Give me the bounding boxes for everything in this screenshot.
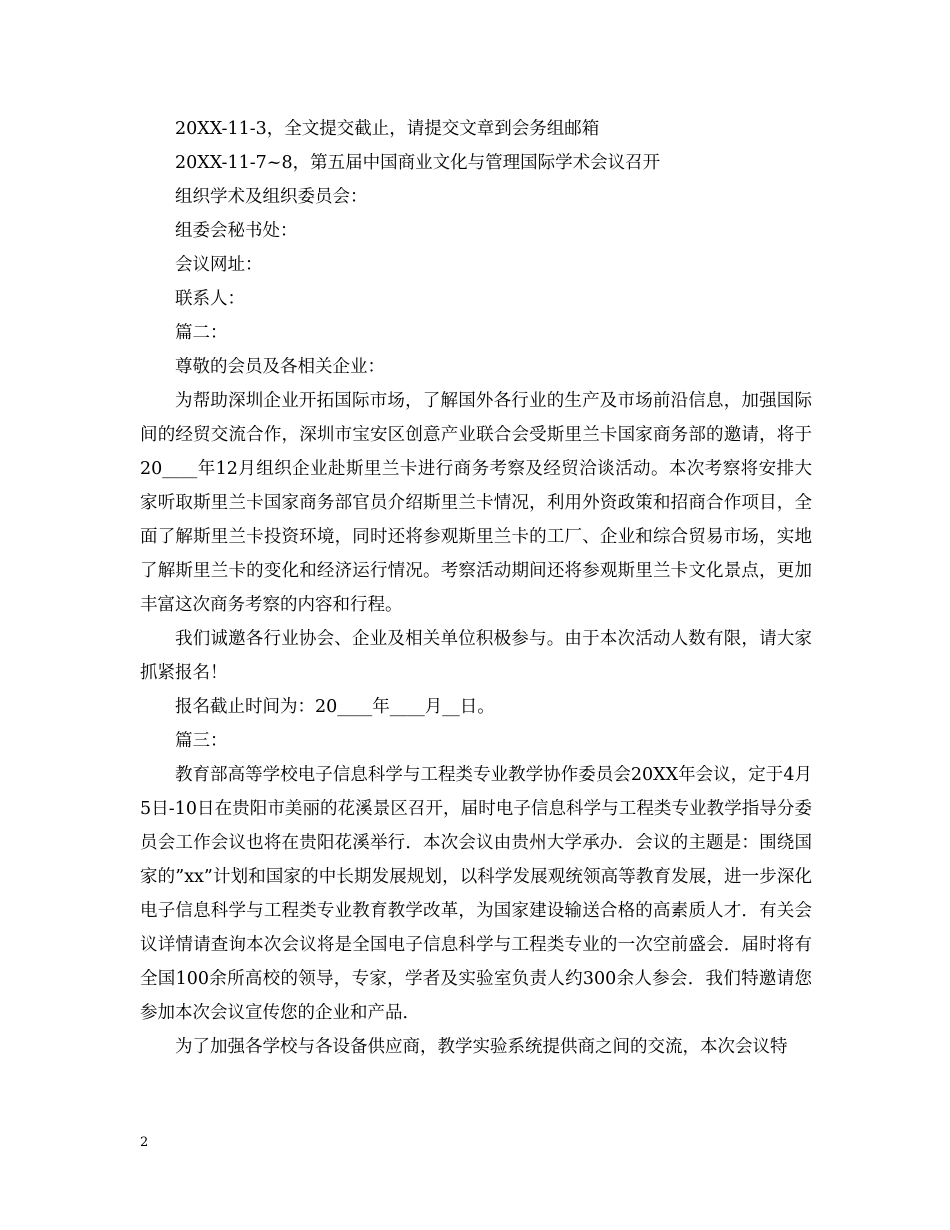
paragraph-exchange: 为了加强各学校与各设备供应商，教学实验系统提供商之间的交流，本次会议特	[175, 1037, 788, 1057]
section-heading-three: 篇三：	[175, 731, 228, 751]
paragraph-ministry-meeting: 教育部高等学校电子信息科学与工程类专业教学协作委员会20XX年会议，定于4月5日-10日在贵阳市美丽的花溪景区召开，届时电子信息科学与工程类专业教学指导分委员会工作会议也将在贵阳花溪举行．本次会议由贵州大学承办．会议的主题是：围绕国家的”xx”计划和国家的中长期发展规划，以科学发展观统领高等教育发展，进一步深化电子信息科学与工程类专业教育教学改革，为国家建设输送合格的高素质人才．有关会议详情请查询本次会议将是全国电子信息科学与工程类专业的一次空前盛会．届时将有全国100余所高校的领导，专家，学者及实验室负责人约300余人参会．我们特邀请您参加本次会议宣传您的企业和产品．	[140, 765, 812, 1023]
section-heading-two: 篇二：	[175, 323, 228, 343]
paragraph-salutation: 尊敬的会员及各相关企业：	[175, 357, 385, 377]
paragraph-organizing-committee: 组织学术及组织委员会：	[175, 187, 368, 207]
paragraph-secretariat: 组委会秘书处：	[175, 221, 298, 241]
paragraph-contact: 联系人：	[175, 289, 245, 309]
paragraph-invitation: 我们诚邀各行业协会、企业及相关单位积极参与。由于本次活动人数有限，请大家抓紧报名！	[140, 629, 812, 683]
paragraph-sri-lanka-trip: 为帮助深圳企业开拓国际市场，了解国外各行业的生产及市场前沿信息，加强国际间的经贸交流合作，深圳市宝安区创意产业联合会受斯里兰卡国家商务部的邀请，将于20____年12月组织企业赴斯里兰卡进行商务考察及经贸洽谈活动。本次考察将安排大家听取斯里兰卡国家商务部官员介绍斯里兰卡情况，利用外资政策和招商合作项目，全面了解斯里兰卡投资环境，同时还将参观斯里兰卡的工厂、企业和综合贸易市场，实地了解斯里兰卡的变化和经济运行情况。考察活动期间还将参观斯里兰卡文化景点，更加丰富这次商务考察的内容和行程。	[140, 391, 812, 615]
paragraph-conference-date: 20XX-11-7~8，第五届中国商业文化与管理国际学术会议召开	[175, 153, 661, 173]
paragraph-registration-deadline: 报名截止时间为：20____年____月__日。	[175, 697, 495, 717]
document-body	[140, 112, 812, 1064]
paragraph-deadline-full-text: 20XX-11-3，全文提交截止，请提交文章到会务组邮箱	[175, 119, 600, 139]
page-number: 2	[140, 1135, 149, 1150]
paragraph-website: 会议网址：	[175, 255, 263, 275]
